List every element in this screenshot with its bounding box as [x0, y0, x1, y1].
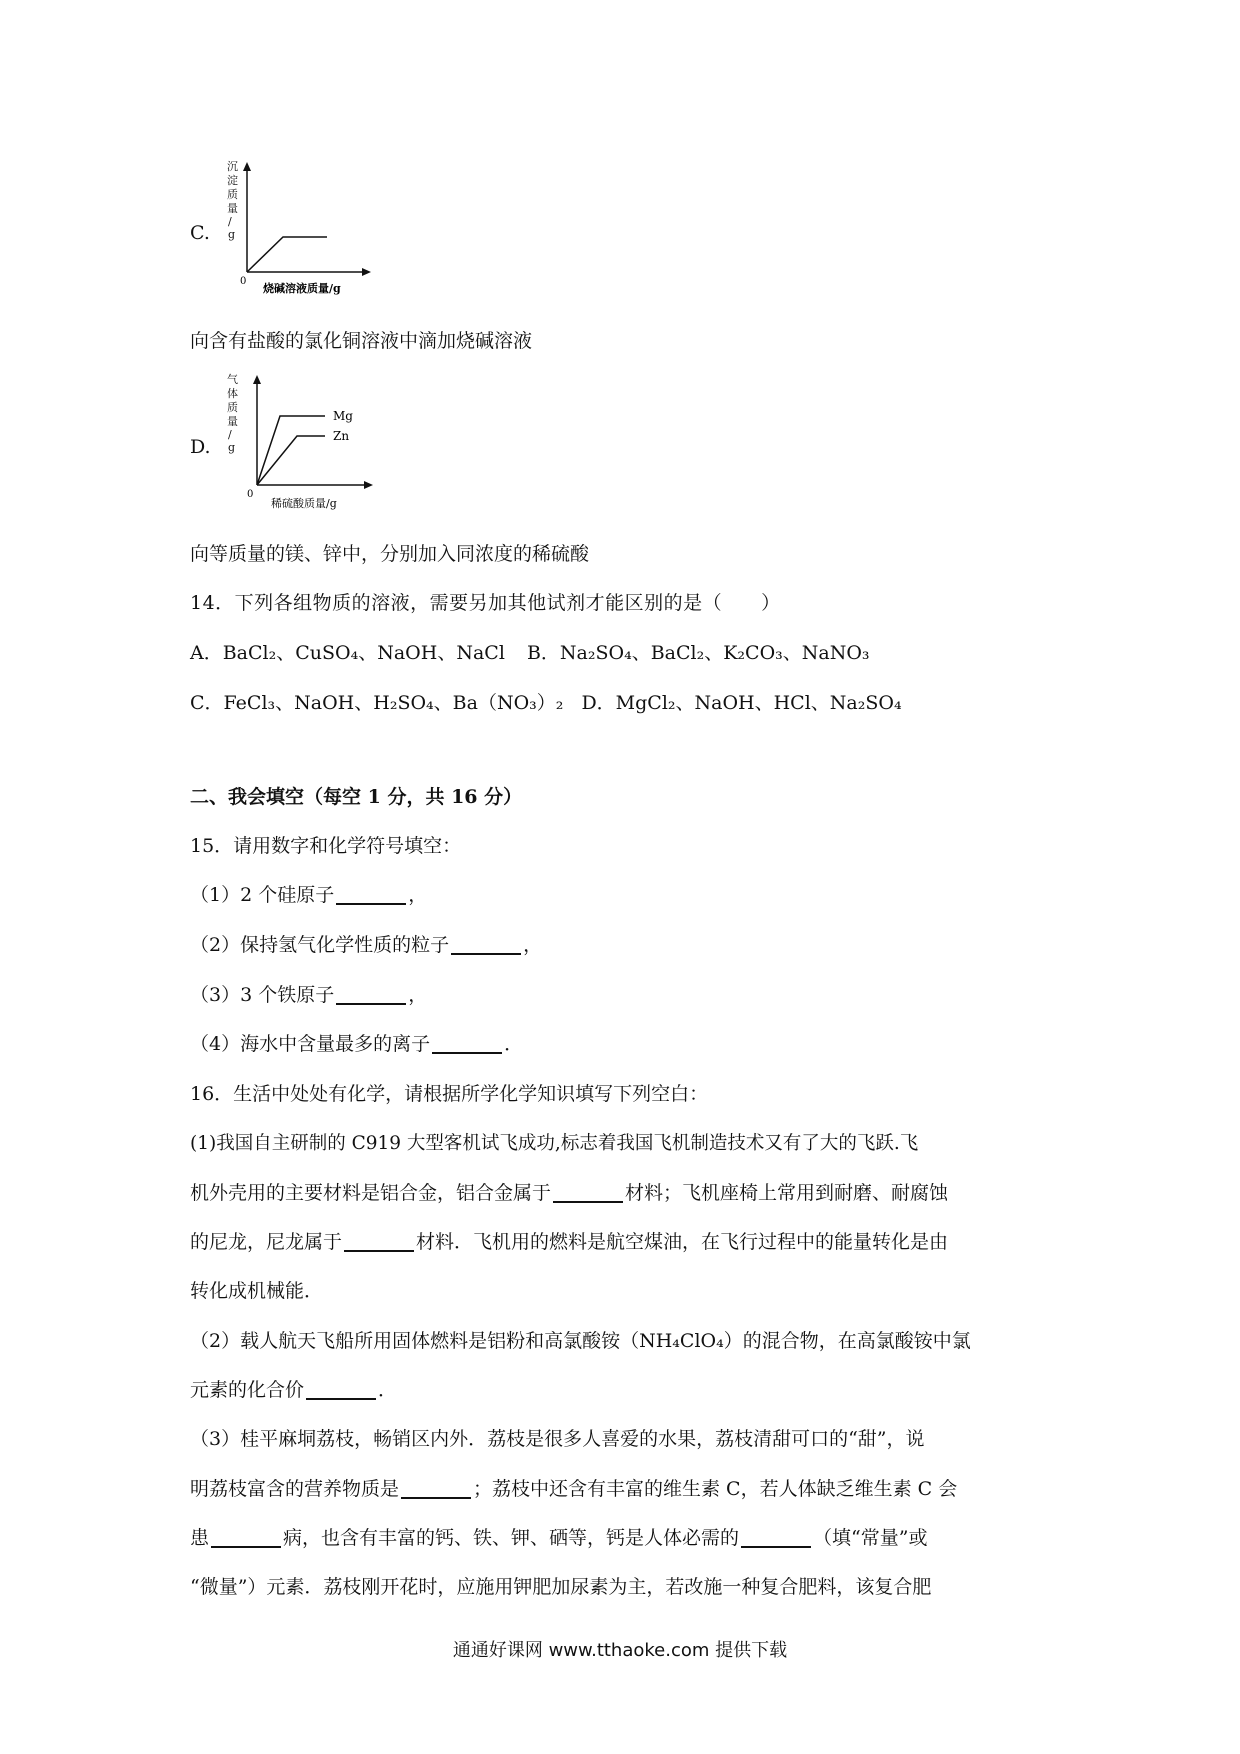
option-c-description: 向含有盐酸的氯化铜溶液中滴加烧碱溶液 [190, 330, 533, 352]
answer-blank[interactable] [451, 933, 521, 955]
q15-item-4 [190, 1031, 523, 1057]
svg-text:量: 量 [227, 415, 238, 428]
option-d-label: D. [190, 436, 211, 458]
q16-part1-line4: 转化成机械能． [190, 1280, 324, 1302]
q14-option-c [190, 690, 902, 716]
option-d-x-axis-label: 稀硫酸质量/g [271, 497, 337, 510]
precipitate-curve [247, 237, 327, 272]
svg-text:气: 气 [227, 373, 238, 386]
q16-text: 明荔枝富含的营养物质是 [190, 1478, 400, 1500]
origin-label: 0 [247, 489, 254, 500]
q16-text: ；荔枝中还含有丰富的维生素 C，若人体缺乏维生素 C 会 [473, 1478, 958, 1500]
section-2-title: 二、我会填空（每空 1 分，共 16 分） [190, 786, 523, 808]
q16-part1-line2 [190, 1180, 948, 1206]
svg-text:/: / [228, 215, 232, 228]
svg-text:质: 质 [227, 401, 238, 414]
q16-part1-line1: (1)我国自主研制的 C919 大型客机试飞成功,标志着我国飞机制造技术又有了大的飞跃.飞 [190, 1133, 919, 1154]
option-c-y-axis-label [227, 160, 238, 241]
q15-item-1 [190, 882, 427, 908]
y-axis-arrow [253, 375, 261, 384]
option-c-x-axis-label: 烧碱溶液质量/g [263, 282, 341, 295]
svg-text:量: 量 [227, 202, 238, 215]
q15-item-3 [190, 982, 427, 1008]
page-footer: 通通好课网 www.tthaoke.com 提供下载 [452, 1640, 788, 1661]
q16-part3-line1: （3）桂平麻垌荔枝，畅销区内外．荔枝是很多人喜爱的水果，荔枝清甜可口的“甜”，说 [190, 1428, 925, 1450]
q16-text: 病，也含有丰富的钙、铁、钾、硒等，钙是人体必需的 [283, 1527, 740, 1549]
q15-item-2 [190, 932, 542, 958]
q16-stem: 16．生活中处处有化学，请根据所学化学知识填写下列空白： [190, 1083, 709, 1105]
q14-stem: 14．下列各组物质的溶液，需要另加其他试剂才能区别的是（ ） [190, 592, 781, 614]
option-d-y-axis-label [227, 373, 238, 454]
q16-text: ． [378, 1379, 398, 1401]
q15-item-1-punct: ， [408, 884, 428, 906]
svg-text:/: / [228, 428, 232, 441]
q14-option-b-text: B．Na₂SO₄、BaCl₂、K₂CO₃、NaNO₃ [526, 642, 870, 664]
q16-text: 的尼龙，尼龙属于 [190, 1231, 343, 1253]
svg-text:沉: 沉 [227, 160, 238, 173]
q16-part2-line1: （2）载人航天飞船所用固体燃料是铝粉和高氯酸铵（NH₄ClO₄）的混合物，在高氯酸铵中氯 [190, 1330, 971, 1352]
svg-text:体: 体 [227, 387, 238, 400]
answer-blank[interactable] [401, 1477, 471, 1499]
option-d-chart [225, 373, 380, 513]
answer-blank[interactable] [344, 1230, 414, 1252]
answer-blank[interactable] [306, 1378, 376, 1400]
q14-option-a-text: A．BaCl₂、CuSO₄、NaOH、NaCl [190, 642, 505, 664]
mg-series-label: Mg [333, 409, 353, 423]
answer-blank[interactable] [432, 1032, 502, 1054]
q16-text: 材料；飞机座椅上常用到耐磨、耐腐蚀 [625, 1182, 949, 1204]
svg-text:淀: 淀 [227, 174, 238, 187]
option-d-description: 向等质量的镁、锌中，分别加入同浓度的稀硫酸 [190, 543, 590, 565]
svg-text:g: g [228, 441, 236, 454]
q15-item-2-punct: ， [523, 934, 543, 956]
option-c-label: C. [190, 222, 210, 244]
answer-blank[interactable] [336, 983, 406, 1005]
option-c-chart [225, 160, 375, 298]
mg-curve [257, 416, 325, 485]
origin-label: 0 [240, 276, 247, 287]
answer-blank[interactable] [553, 1181, 623, 1203]
q16-part3-line2 [190, 1476, 957, 1502]
zn-curve [257, 436, 325, 485]
q16-text: 元素的化合价 [190, 1379, 305, 1401]
q16-part3-line3 [190, 1525, 927, 1551]
svg-text:质: 质 [227, 188, 238, 201]
q16-text: 材料．飞机用的燃料是航空煤油，在飞行过程中的能量转化是由 [416, 1231, 949, 1253]
q15-item-2-text: （2）保持氢气化学性质的粒子 [190, 934, 450, 956]
x-axis-arrow [362, 268, 371, 276]
q14-option-d-text: D．MgCl₂、NaOH、HCl、Na₂SO₄ [581, 692, 902, 714]
q16-part1-line3 [190, 1229, 948, 1255]
answer-blank[interactable] [336, 883, 406, 905]
q16-part2-line2 [190, 1377, 397, 1403]
q15-item-4-punct: ． [504, 1033, 524, 1055]
q16-text: （填“常量”或 [813, 1527, 928, 1549]
q15-stem: 15．请用数字和化学符号填空： [190, 835, 462, 857]
zn-series-label: Zn [333, 429, 350, 443]
q15-item-3-punct: ， [408, 984, 428, 1006]
q14-option-c-text: C．FeCl₃、NaOH、H₂SO₄、Ba（NO₃）₂ [190, 692, 564, 714]
q14-option-a [190, 640, 870, 666]
svg-text:g: g [228, 228, 236, 241]
q16-part3-line4: “微量”）元素．荔枝刚开花时，应施用钾肥加尿素为主，若改施一种复合肥料，该复合肥 [190, 1576, 932, 1598]
q16-text: 患 [190, 1527, 210, 1549]
q16-text: 机外壳用的主要材料是铝合金，铝合金属于 [190, 1182, 552, 1204]
answer-blank[interactable] [741, 1526, 811, 1548]
answer-blank[interactable] [211, 1526, 281, 1548]
q15-item-4-text: （4）海水中含量最多的离子 [190, 1033, 431, 1055]
q15-item-1-text: （1）2 个硅原子 [190, 884, 335, 906]
y-axis-arrow [243, 162, 251, 171]
q15-item-3-text: （3）3 个铁原子 [190, 984, 335, 1006]
x-axis-arrow [364, 481, 373, 489]
